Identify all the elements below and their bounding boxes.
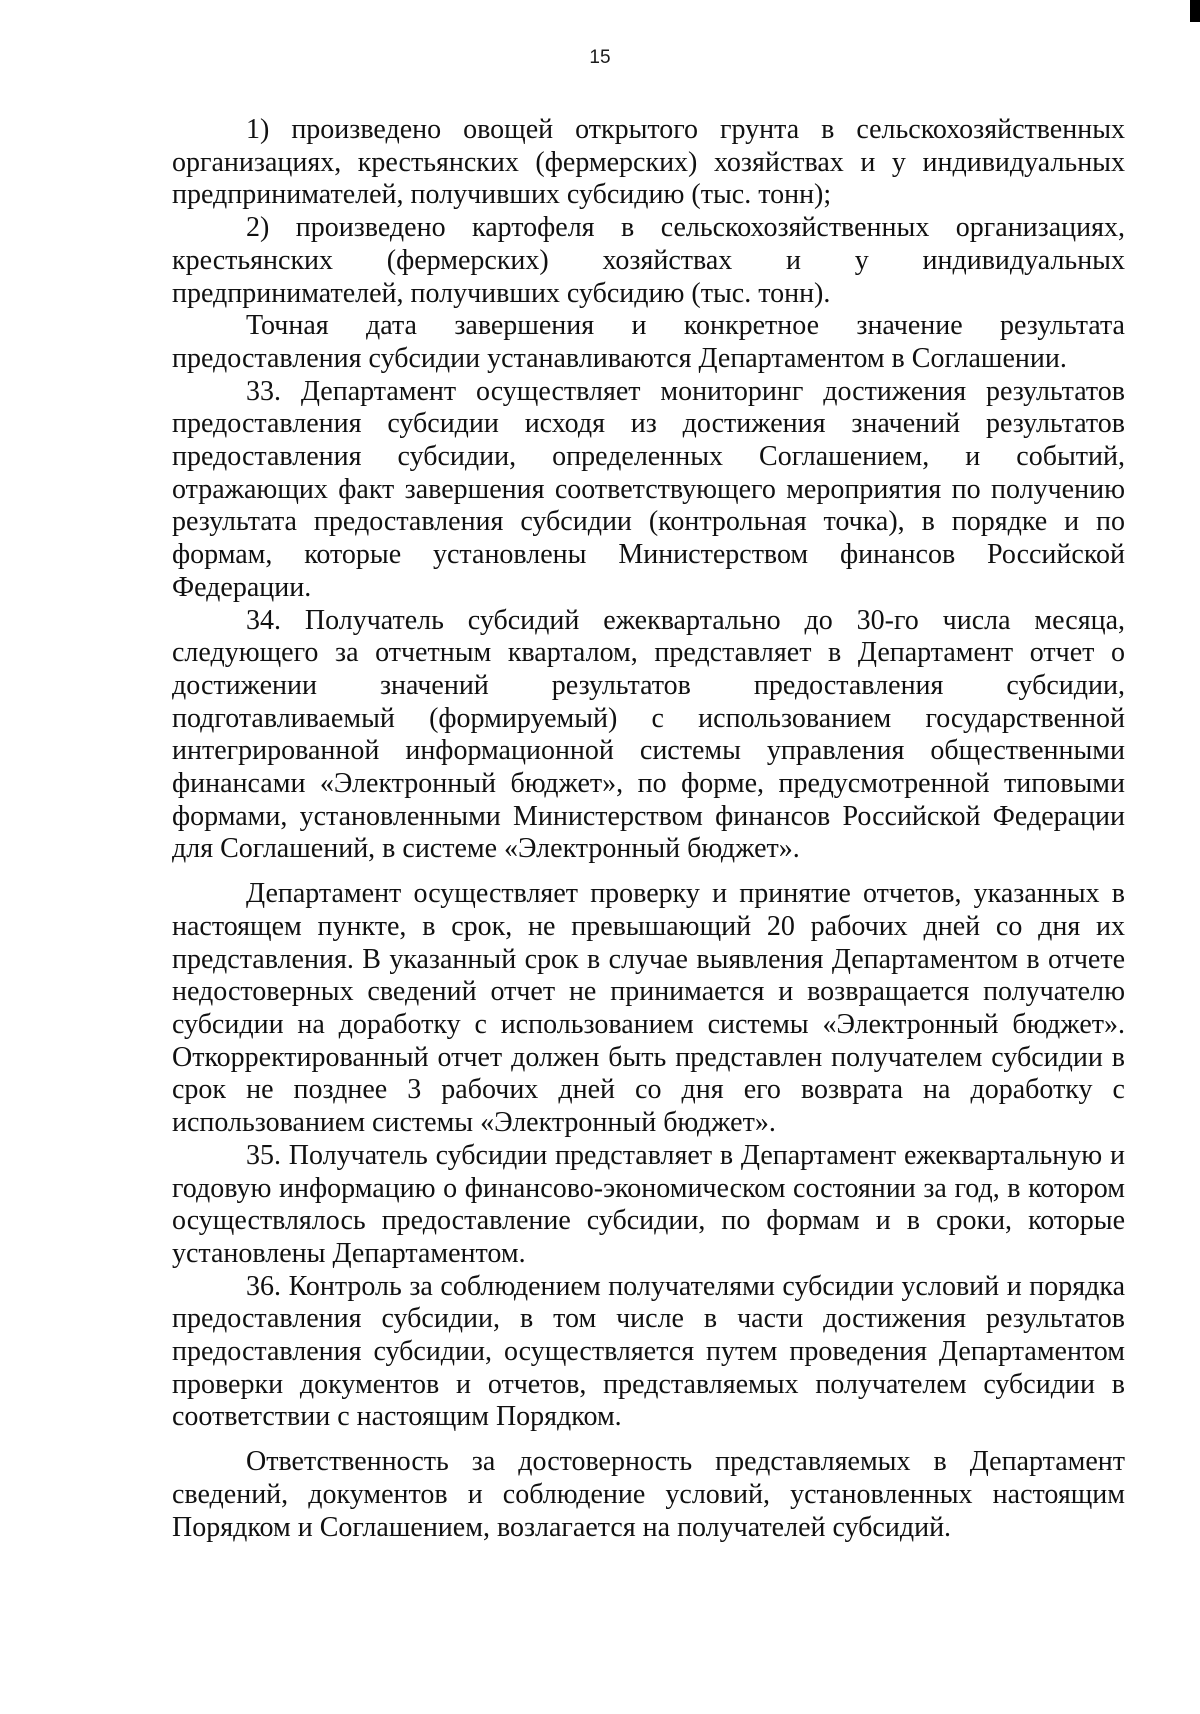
page-number: 15: [589, 47, 611, 68]
paragraph-33: 33. Департамент осуществляет мониторинг достижения результатов предоставления субсидии исходя из достижения значений результатов предоставления субсидии, определенных Соглашением, и событий, отражающих факт завершения соответствующего мероприятия по получению результата предоставления субсидии (контрольная точка), в порядке и по формам, которые установлены Министерством финансов Российской Федерации.: [172, 375, 1125, 603]
paragraph-35: 35. Получатель субсидии представляет в Департамент ежеквартальную и годовую информацию о финансово-экономическом состоянии за год, в котором осуществлялось предоставление субсидии, по формам и в сроки, которые установлены Департаментом.: [172, 1139, 1125, 1269]
scan-corner-mark: [1190, 0, 1200, 22]
paragraph-36: 36. Контроль за соблюдением получателями субсидии условий и порядка предоставления субсидии, в том числе в части достижения результатов предоставления субсидии, осуществляется путем проведения Департаментом проверки документов и отчетов, представляемых получателем субсидии в соответствии с настоящим Порядком.: [172, 1270, 1125, 1433]
paragraph-report-check: Департамент осуществляет проверку и принятие отчетов, указанных в настоящем пункте, в срок, не превышающий 20 рабочих дней со дня их представления. В указанный срок в случае выявления Департаментом в отчете недостоверных сведений отчет не принимается и возвращается получателю субсидии на доработку с использованием системы «Электронный бюджет». Откорректированный отчет должен быть представлен получателем субсидии в срок не позднее 3 рабочих дней со дня его возврата на доработку с использованием системы «Электронный бюджет».: [172, 878, 1125, 1139]
paragraph-item-1: 1) произведено овощей открытого грунта в сельскохозяйственных организациях, крестьянских (фермерских) хозяйствах и у индивидуальных предпринимателей, получивших субсидию (тыс. тонн);: [172, 114, 1125, 211]
paragraph-result-date: Точная дата завершения и конкретное значение результата предоставления субсидии устанавливаются Департаментом в Соглашении.: [172, 310, 1125, 374]
paragraph-responsibility: Ответственность за достоверность представляемых в Департамент сведений, документов и соблюдение условий, установленных настоящим Порядком и Соглашением, возлагается на получателей субсидий.: [172, 1446, 1125, 1543]
paragraph-item-2: 2) произведено картофеля в сельскохозяйственных организациях, крестьянских (фермерских) хозяйствах и у индивидуальных предпринимателей, получивших субсидию (тыс. тонн).: [172, 212, 1125, 309]
document-body: [172, 114, 1125, 1544]
paragraph-34: 34. Получатель субсидий ежеквартально до 30-го числа месяца, следующего за отчетным кварталом, представляет в Департамент отчет о достижении значений результатов предоставления субсидии, подготавливаемый (формируемый) с использованием государственной интегрированной информационной системы управления общественными финансами «Электронный бюджет», по форме, предусмотренной типовыми формами, установленными Министерством финансов Российской Федерации для Соглашений, в системе «Электронный бюджет».: [172, 604, 1125, 865]
